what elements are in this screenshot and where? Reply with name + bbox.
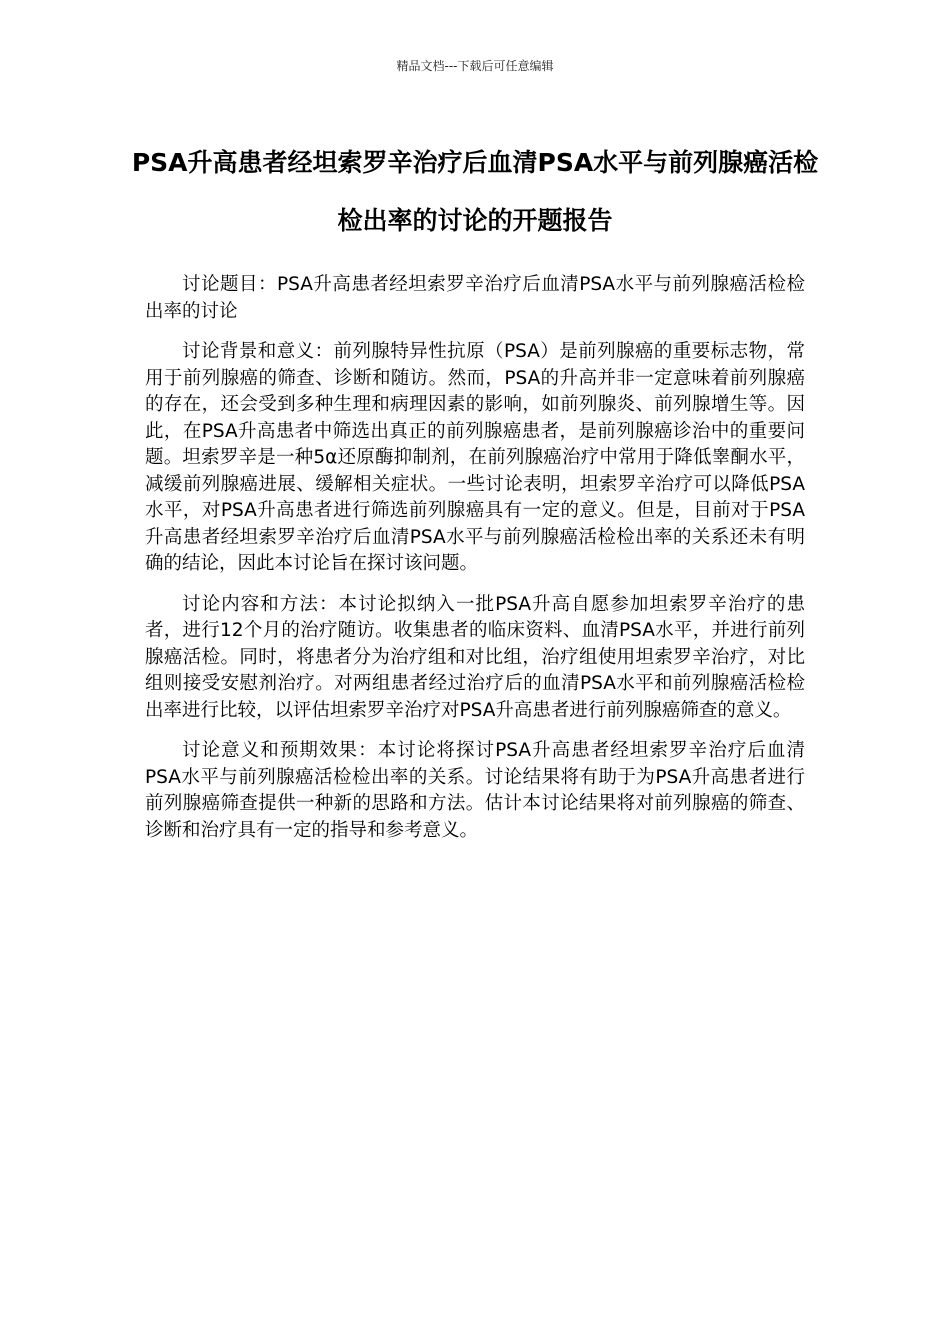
document-body <box>145 272 805 858</box>
paragraph-topic: 讨论题目：PSA升高患者经坦索罗辛治疗后血清PSA水平与前列腺癌活检检出率的讨论 <box>145 274 805 322</box>
document-title: PSA升高患者经坦索罗辛治疗后血清PSA水平与前列腺癌活检检出率的讨论的开题报告 <box>131 148 819 235</box>
header-note: 精品文档---下载后可任意编辑 <box>396 59 554 73</box>
paragraph-methods: 讨论内容和方法：本讨论拟纳入一批PSA升高自愿参加坦索罗辛治疗的患者，进行12个月的治疗随访。收集患者的临床资料、血清PSA水平，并进行前列腺癌活检。同时，将患者分为治疗组和对比组，治疗组使用坦索罗辛治疗，对比组则接受安慰剂治疗。对两组患者经过治疗后的血清PSA水平和前列腺癌活检检出率进行比较，以评估坦索罗辛治疗对PSA升高患者进行前列腺癌筛查的意义。 <box>145 593 805 721</box>
paragraph-background: 讨论背景和意义：前列腺特异性抗原（PSA）是前列腺癌的重要标志物，常用于前列腺癌的筛查、诊断和随访。然而，PSA的升高并非一定意味着前列腺癌的存在，还会受到多种生理和病理因素的影响，如前列腺炎、前列腺增生等。因此，在PSA升高患者中筛选出真正的前列腺癌患者，是前列腺癌诊治中的重要问题。坦索罗辛是一种5α还原酶抑制剂，在前列腺癌治疗中常用于降低睾酮水平，减缓前列腺癌进展、缓解相关症状。一些讨论表明，坦索罗辛治疗可以降低PSA水平，对PSA升高患者进行筛选前列腺癌具有一定的意义。但是，目前对于PSA升高患者经坦索罗辛治疗后血清PSA水平与前列腺癌活检检出率的关系还未有明确的结论，因此本讨论旨在探讨该问题。 <box>145 341 805 574</box>
paragraph-significance: 讨论意义和预期效果：本讨论将探讨PSA升高患者经坦索罗辛治疗后血清PSA水平与前列腺癌活检检出率的关系。讨论结果将有助于为PSA升高患者进行前列腺癌筛查提供一种新的思路和方法。估计本讨论结果将对前列腺癌的筛查、诊断和治疗具有一定的指导和参考意义。 <box>145 740 805 841</box>
